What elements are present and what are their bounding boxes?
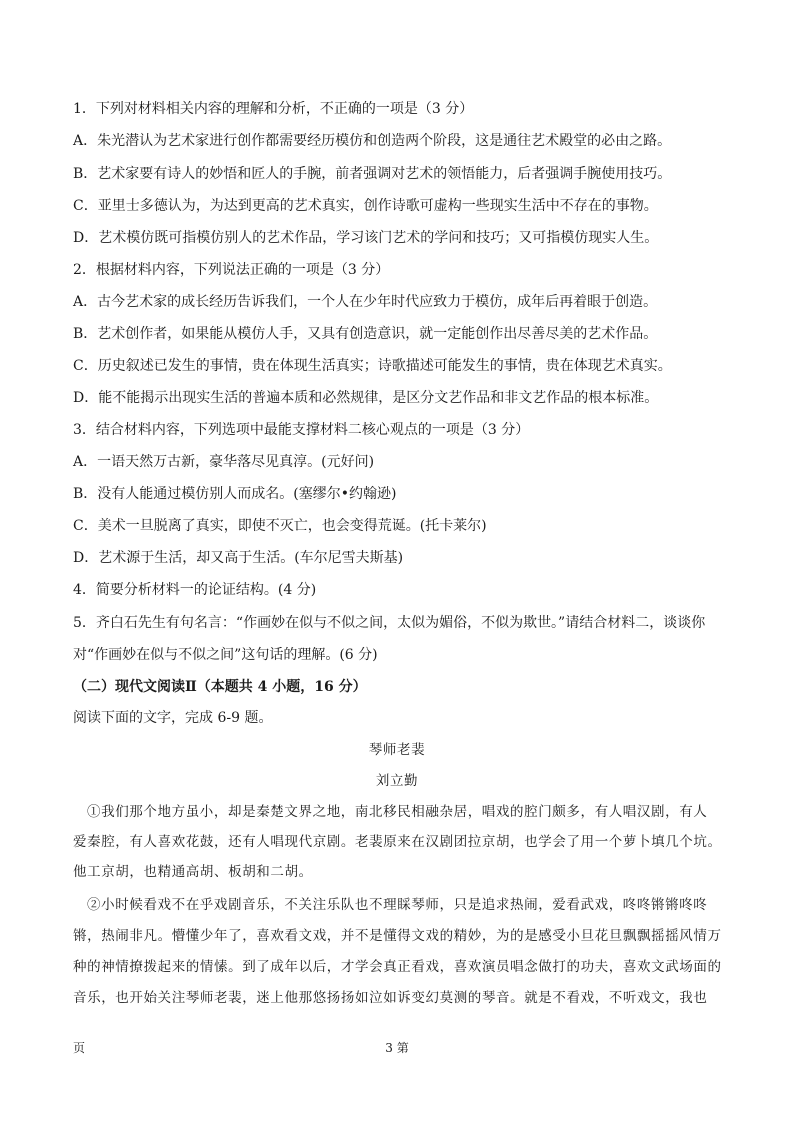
paragraph-2-line-4: 音乐，也开始关注琴师老裴，迷上他那悠扬扬如泣如诉变幻莫测的琴音。就是不看戏，不听戏文，我也 <box>73 990 708 1006</box>
paragraph-1-line-3: 他工京胡，也精通高胡、板胡和二胡。 <box>73 864 313 880</box>
question-3-option-b: B．没有人能通过模仿别人而成名。(塞缪尔•约翰逊) <box>73 486 397 502</box>
question-1-stem: 1．下列对材料相关内容的理解和分析，不正确的一项是（3 分） <box>73 101 474 117</box>
footer-page-number: 3 第 <box>385 1041 409 1055</box>
question-2-option-b: B．艺术创作者，如果能从模仿人手，又具有创造意识，就一定能创作出尽善尽美的艺术作品。 <box>73 326 658 342</box>
question-3-option-c: C．美术一旦脱离了真实，即使不灭亡，也会变得荒诞。(托卡莱尔) <box>73 518 487 534</box>
section-instruction: 阅读下面的文字，完成 6-9 题。 <box>73 710 273 726</box>
question-2-stem: 2．根据材料内容，下列说法正确的一项是（3 分） <box>73 262 390 278</box>
question-1-option-c: C．亚里士多德认为，为达到更高的艺术真实，创作诗歌可虚构一些现实生活中不存在的事物。 <box>73 198 658 214</box>
question-3-stem: 3．结合材料内容，下列选项中最能支撑材料二核心观点的一项是（3 分） <box>73 422 530 438</box>
question-2-option-d: D．能不能揭示出现实生活的普遍本质和必然规律，是区分文艺作品和非文艺作品的根本标准。 <box>73 390 659 406</box>
section-heading: （二）现代文阅读Ⅱ（本题共 4 小题，16 分） <box>73 679 367 695</box>
question-1-option-d: D．艺术模仿既可指模仿别人的艺术作品，学习该门艺术的学问和技巧；又可指模仿现实人生。 <box>73 230 659 246</box>
question-2-option-c: C．历史叙述已发生的事情，贵在体现生活真实；诗歌描述可能发生的事情，贵在体现艺术真实。 <box>73 358 672 374</box>
paragraph-2-line-3: 种的神情撩拨起来的情愫。到了成年以后，才学会真正看戏，喜欢演员唱念做打的功夫，喜欢文武场面的 <box>73 959 722 975</box>
paragraph-1-line-1: ①我们那个地方虽小，却是秦楚文界之地，南北移民相融杂居，唱戏的腔门颇多，有人唱汉剧，有人 <box>87 804 708 820</box>
question-3-option-a: A．一语天然万古新，豪华落尽见真淳。(元好问) <box>73 454 375 470</box>
footer-page-label: 页 <box>73 1041 86 1055</box>
question-3-option-d: D．艺术源于生活，却又高于生活。(车尔尼雪夫斯基) <box>73 550 404 566</box>
question-5-line-1: 5．齐白石先生有句名言：“作画妙在似与不似之间，太似为媚俗，不似为欺世。”请结合材料二，谈谈你 <box>73 615 706 631</box>
question-1-option-a: A．朱光潜认为艺术家进行创作都需要经历模仿和创造两个阶段，这是通往艺术殿堂的必由之路。 <box>73 133 672 149</box>
passage-author: 刘立勤 <box>375 773 419 789</box>
passage-title: 琴师老裴 <box>368 742 426 758</box>
paragraph-2-line-2: 锵，热闹非凡。懵懂少年了，喜欢看文戏，并不是懂得文戏的精妙，为的是感受小旦花旦飘飘摇摇风情万 <box>73 928 722 944</box>
question-4-stem: 4．简要分析材料一的论证结构。(4 分) <box>73 582 317 598</box>
question-5-line-2: 对“作画妙在似与不似之间”这句话的理解。(6 分) <box>73 647 378 663</box>
paragraph-1-line-2: 爱秦腔，有人喜欢花鼓，还有人唱现代京剧。老裴原来在汉剧团拉京胡，也学会了用一个萝卜填几个坑。 <box>73 834 722 850</box>
question-2-option-a: A．古今艺术家的成长经历告诉我们，一个人在少年时代应致力于模仿，成年后再着眼于创造。 <box>73 294 658 310</box>
question-1-option-b: B．艺术家要有诗人的妙悟和匠人的手腕，前者强调对艺术的领悟能力，后者强调手腕使用技巧。 <box>73 166 672 182</box>
paragraph-2-line-1: ②小时候看戏不在乎戏剧音乐，不关注乐队也不理睬琴师，只是追求热闹，爱看武戏，咚咚锵锵咚咚 <box>87 897 708 913</box>
